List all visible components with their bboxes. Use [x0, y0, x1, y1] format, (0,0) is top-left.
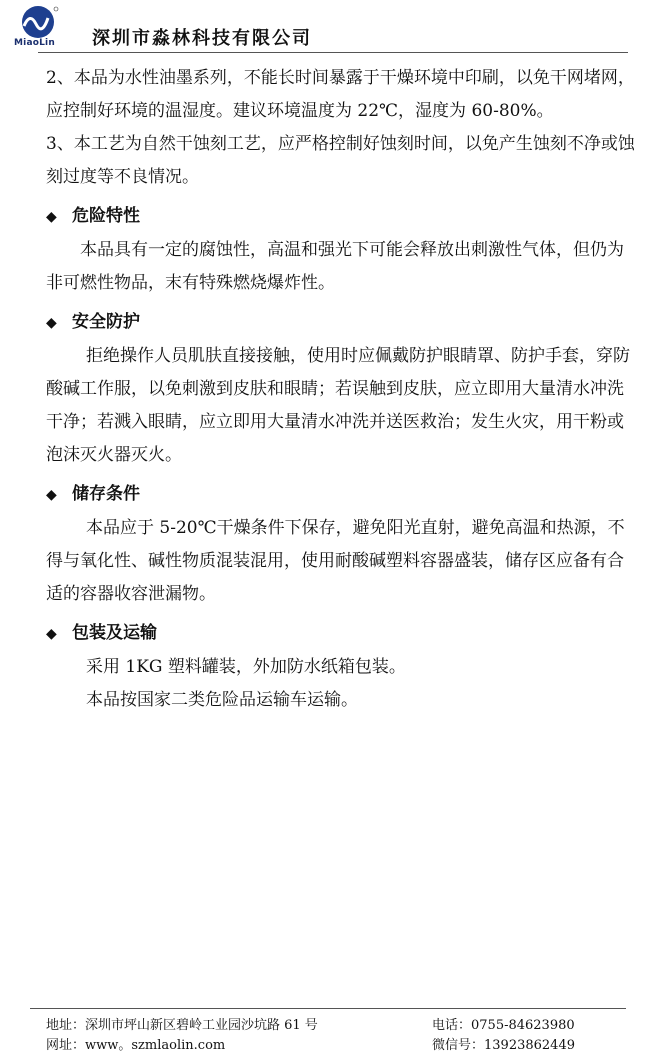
section-heading-packaging: ◆ 包装及运输	[46, 617, 636, 651]
paragraph-note-2: 2、本品为水性油墨系列，不能长时间暴露于干燥环境中印刷，以免干网堵网，应控制好环境的温湿度。建议环境温度为 22℃，湿度为 60-80%。	[46, 68, 635, 121]
paragraph-note-3: 3、本工艺为自然干蚀刻工艺，应严格控制好蚀刻时间，以免产生蚀刻不净或蚀刻过度等不良情况。	[46, 134, 635, 187]
document-body	[46, 62, 636, 717]
section-body-packaging-2: 本品按国家二类危险品运输车运输。	[86, 690, 358, 710]
header-divider	[38, 52, 628, 53]
footer-address: 地址：深圳市坪山新区碧岭工业园沙坑路 61 号	[46, 1018, 318, 1033]
footer-website: 网址：www。szmlaolin.com	[46, 1038, 226, 1053]
section-body-safety: 拒绝操作人员肌肤直接接触，使用时应佩戴防护眼睛罩、防护手套，穿防酸碱工作服，以免刺激到皮肤和眼睛；若误触到皮肤，应立即用大量清水冲洗干净；若溅入眼睛，应立即用大量清水冲洗并送医救治；发生火灾，用干粉或泡沫灭火器灭火。	[46, 346, 630, 465]
section-body-hazard: 本品具有一定的腐蚀性，高温和强光下可能会释放出刺激性气体，但仍为非可燃性物品，末有特殊燃烧爆炸性。	[46, 240, 624, 293]
footer-divider	[30, 1008, 626, 1009]
diamond-bullet-icon: ◆	[46, 209, 57, 225]
diamond-bullet-icon: ◆	[46, 315, 57, 331]
section-heading-hazard: ◆ 危险特性	[46, 200, 636, 234]
logo-text: MiaoLin	[14, 38, 55, 48]
page-header	[0, 0, 650, 56]
section-body-storage: 本品应于 5-20℃干燥条件下保存，避免阳光直射，避免高温和热源，不得与氧化性、碱性物质混装混用，使用耐酸碱塑料容器盛装，储存区应备有合适的容器收容泄漏物。	[46, 518, 625, 604]
section-heading-storage: ◆ 储存条件	[46, 478, 636, 512]
company-name: 深圳市淼林科技有限公司	[92, 28, 312, 49]
diamond-bullet-icon: ◆	[46, 487, 57, 503]
section-body-packaging-1: 采用 1KG 塑料罐装，外加防水纸箱包装。	[86, 657, 406, 677]
footer-wechat: 微信号：13923862449	[432, 1038, 575, 1053]
diamond-bullet-icon: ◆	[46, 626, 57, 642]
page-footer	[46, 1016, 606, 1056]
section-heading-safety: ◆ 安全防护	[46, 306, 636, 340]
footer-phone: 电话：0755-84623980	[432, 1018, 575, 1033]
